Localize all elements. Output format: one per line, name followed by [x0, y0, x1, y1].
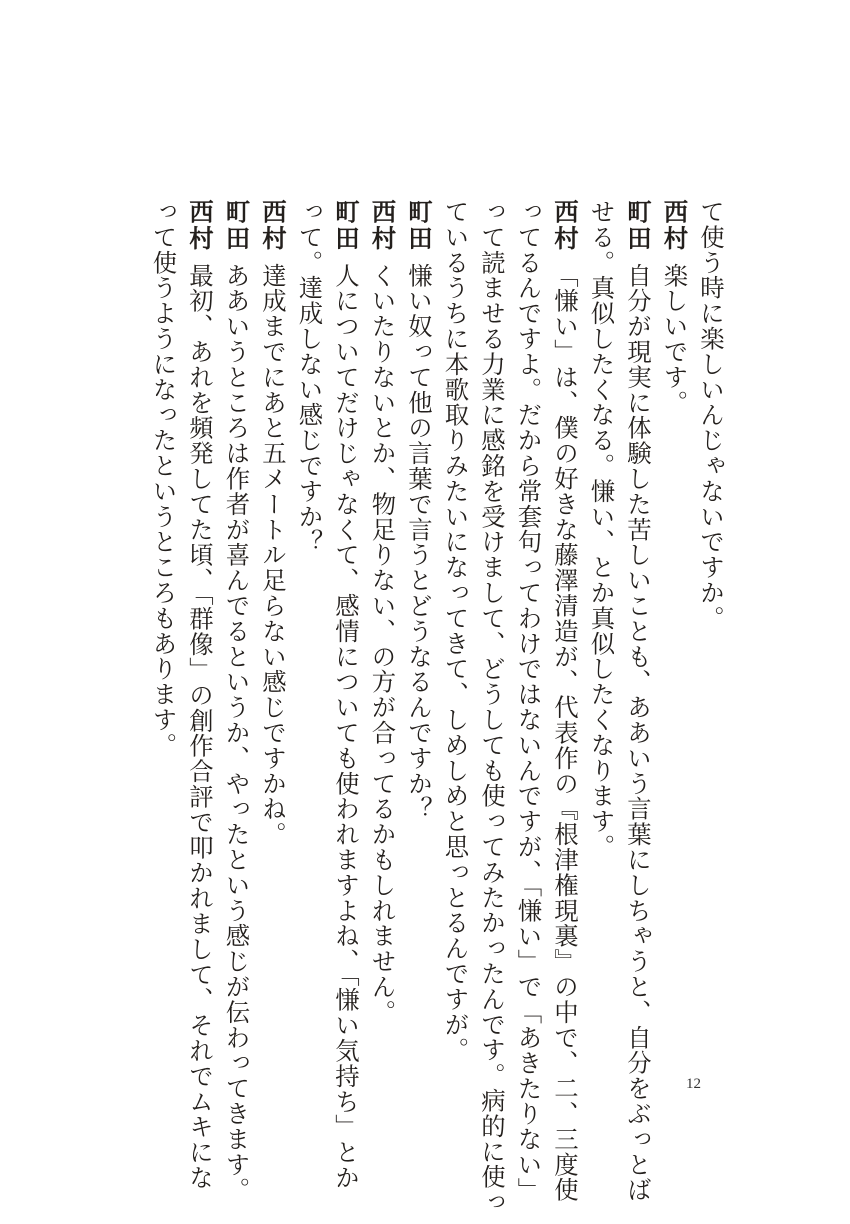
- speaker-label: 西村: [550, 199, 579, 252]
- line-text: 慊い奴って他の言葉で言うとどうなるんですか？: [404, 262, 433, 822]
- line-text: 達成までにあと五メートル足らない感じですかね。: [258, 262, 287, 848]
- text-line: [436, 199, 473, 1069]
- text-line: [400, 199, 437, 1069]
- line-text: て使う時に楽しいんじゃないですか。: [696, 199, 725, 631]
- speaker-label: 西村: [367, 199, 397, 252]
- text-line: [290, 199, 327, 1069]
- line-text: 楽しいです。: [659, 262, 689, 416]
- line-text: って。達成しない感じですか？: [294, 199, 324, 555]
- line-text: って使うようになったというところもあります。: [148, 199, 178, 758]
- page-number: 12: [686, 1076, 701, 1092]
- text-line: [546, 199, 583, 1203]
- text-line: [254, 199, 291, 1069]
- line-text: 自分が現実に体験した苦しいことも、ああいう言葉にしちゃうと、自分をぶっとば: [623, 262, 652, 1203]
- line-text: ってるんですよ。だから常套句ってわけではないんですが、「慊い」で「あきたりない」: [513, 199, 543, 1203]
- line-text: 最初、あれを頻発してた頃、「群像」の創作合評で叩かれまして、それでムキにな: [185, 262, 214, 1191]
- line-text: くいたりないとか、物足りない、の方が合ってるかもしれません。: [367, 262, 397, 1025]
- text-line: [619, 199, 656, 1203]
- text-line: [217, 199, 254, 1203]
- text-line: [327, 199, 364, 1191]
- text-line: [582, 199, 619, 1069]
- speaker-label: 西村: [258, 199, 287, 252]
- line-text: って読ませる力業に感銘を受けまして、どうしても使ってみたかったんです。病的に使っ: [477, 199, 506, 1215]
- speaker-label: 西村: [185, 199, 214, 252]
- text-line: [692, 199, 729, 1069]
- line-text: 「慊い」は、僕の好きな藤澤清造が、代表作の『根津権現裏』の中で、二、三度使: [550, 262, 579, 1203]
- line-text: ああいうところは作者が喜んでるというか、やったという感じが伝わってきます。: [221, 262, 251, 1203]
- text-line: [473, 199, 510, 1215]
- line-text: ているうちに本歌取りみたいになってきて、しめしめと思っとるんですが。: [440, 199, 470, 1063]
- speaker-label: 町田: [404, 199, 433, 252]
- text-line: [181, 199, 218, 1191]
- speaker-label: 町田: [623, 199, 652, 252]
- line-text: 人についてだけじゃなくて、感情についても使われますよね、「慊い気持ち」とか: [331, 262, 360, 1191]
- line-text: せる。真似したくなる。慊い、とか真似したくなります。: [586, 199, 616, 860]
- text-line: [655, 199, 692, 1069]
- text-line: [363, 199, 400, 1069]
- speaker-label: 町田: [221, 199, 251, 252]
- speaker-label: 西村: [659, 199, 689, 252]
- text-line: [509, 199, 546, 1203]
- text-line: [144, 199, 181, 1069]
- speaker-label: 町田: [331, 199, 360, 252]
